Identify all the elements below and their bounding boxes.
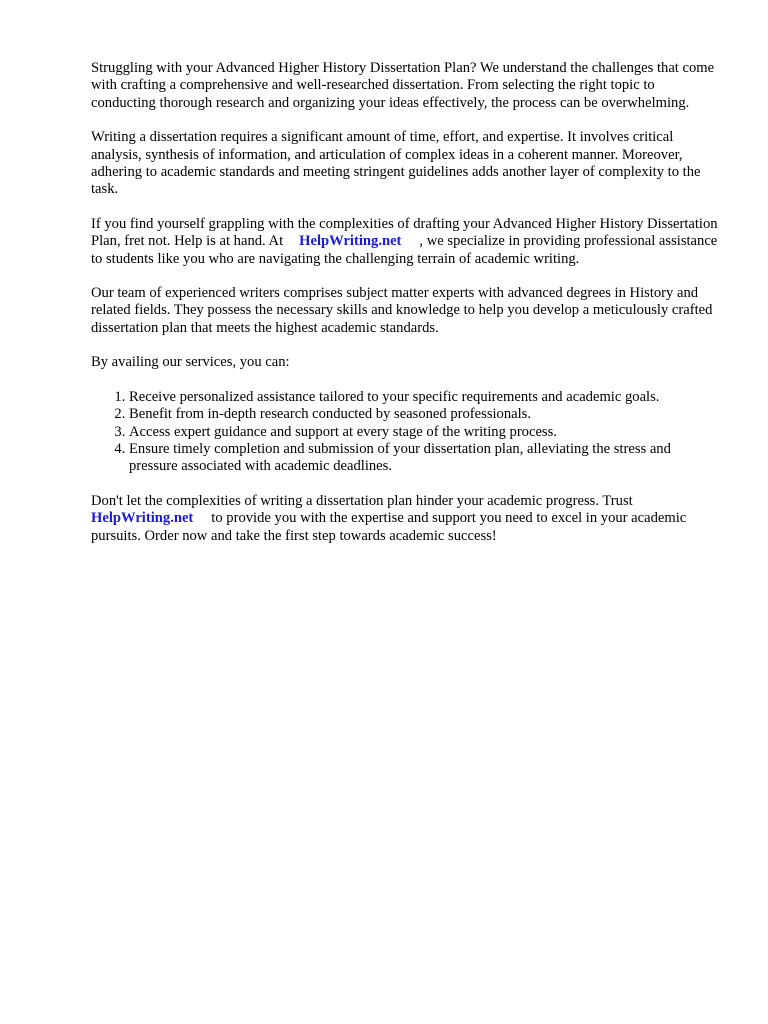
help-paragraph-text-after: , we specialize in providing professional assistance to students like you who are navigating the challenging terrain of academic writing. [91,233,718,267]
intro-paragraph: Struggling with your Advanced Higher History Dissertation Plan? We understand the challenges that come with crafting a comprehensive and well-researched dissertation. From selecting the right topic to conducting thorough research and organizing your ideas effectively, the process can be overwhelming. [91,60,715,111]
helpwriting-link-2[interactable]: HelpWriting.net [91,510,194,527]
services-list-item: 3. Access expert guidance and support at every stage of the writing process. [129,424,723,441]
closing-paragraph-text-after: to provide you with the expertise and support you need to excel in your academic pursuits. Order now and take the first step towards academic success! [91,510,687,544]
helpwriting-link-1[interactable]: HelpWriting.net [299,233,402,250]
writing-paragraph: Writing a dissertation requires a significant amount of time, effort, and expertise. It involves critical analysis, synthesis of information, and articulation of complex ideas in a coherent manner. Moreover, adhering to academic standards and meeting stringent guidelines adds another layer of complexity to the task. [91,129,701,198]
team-paragraph: Our team of experienced writers comprises subject matter experts with advanced degrees in History and related fields. They possess the necessary skills and knowledge to help you develop a meticulously crafted dissertation plan that meets the highest academic standards. [91,285,713,336]
document-page [91,60,723,562]
closing-paragraph [91,493,723,545]
services-list [91,389,723,476]
services-list-item: 1. Receive personalized assistance tailored to your specific requirements and academic goals. [129,389,723,406]
services-list-item: 4. Ensure timely completion and submission of your dissertation plan, alleviating the stress and pressure associated with academic deadlines. [129,441,723,476]
help-paragraph-text-before: If you find yourself grappling with the complexities of drafting your Advanced Higher History Dissertation Plan, fret not. Help is at hand. At [91,215,718,250]
services-intro: By availing our services, you can: [91,354,290,371]
help-paragraph [91,216,723,268]
closing-paragraph-text-before: Don't let the complexities of writing a dissertation plan hinder your academic progress. Trust [91,492,633,509]
services-list-item: 2. Benefit from in-depth research conducted by seasoned professionals. [129,406,723,423]
